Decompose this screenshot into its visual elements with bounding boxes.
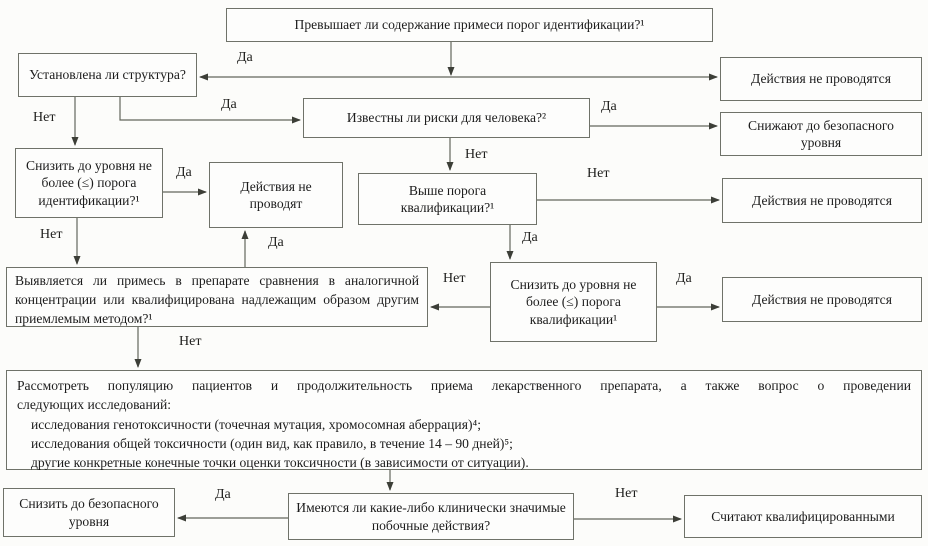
edge-label-no-above-qualification: Нет	[587, 166, 610, 181]
node-reduce-to-safe-level-right: Снижают до безопасного уровня	[720, 112, 922, 156]
node-no-action-mid-right: Действия не проводятся	[722, 178, 922, 223]
studies-item-other-endpoints: другие конкретные конечные точки оценки токсичности (в зависимости от ситуации).	[31, 455, 529, 471]
edge-label-no-clinical-effects: Нет	[615, 486, 638, 501]
edge-label-no-risks: Нет	[465, 147, 488, 162]
edge-label-yes-comparator: Да	[268, 235, 284, 250]
node-reduce-to-safe-level-bottom: Снизить до безопасного уровня	[3, 488, 175, 537]
node-no-action-small: Действия не проводят	[209, 162, 343, 228]
node-impurity-in-comparator: Выявляется ли примесь в препарате сравнения в аналогичной концентрации или квалифицирована надлежащим образом другим приемлемым методом?¹	[6, 267, 428, 327]
studies-intro-line2: следующих исследований:	[17, 397, 172, 413]
node-consider-patient-population	[6, 370, 922, 470]
arrow-structure-yes-to-risks	[120, 97, 300, 120]
node-considered-qualified: Считают квалифицированными	[684, 495, 922, 538]
node-structure-established: Установлена ли структура?	[18, 53, 197, 97]
edge-label-yes-reduce-qualification: Да	[676, 271, 692, 286]
node-reduce-below-identification-threshold: Снизить до уровня не более (≤) порога идентификации?¹	[15, 148, 163, 218]
edge-label-yes-reduce-identification: Да	[176, 165, 192, 180]
edge-label-yes-top-left: Да	[237, 50, 253, 65]
edge-label-no-reduce-qualification: Нет	[443, 271, 466, 286]
node-no-action-top-right: Действия не проводятся	[720, 57, 922, 101]
node-clinical-adverse-effects: Имеются ли какие-либо клинически значимые побочные действия?	[288, 493, 574, 540]
studies-item-general-toxicity: исследования общей токсичности (один вид, как правило, в течение 14 – 90 дней)⁵;	[31, 435, 513, 451]
edge-label-no-structure: Нет	[33, 110, 56, 125]
edge-label-yes-clinical-effects: Да	[215, 487, 231, 502]
node-no-action-lower-right: Действия не проводятся	[722, 277, 922, 322]
node-reduce-below-qualification-threshold: Снизить до уровня не более (≤) порога квалификации¹	[490, 262, 657, 342]
edge-label-no-reduce-identification: Нет	[40, 227, 63, 242]
node-exceeds-identification-threshold: Превышает ли содержание примеси порог идентификации?¹	[226, 8, 713, 42]
node-human-risks-known: Известны ли риски для человека?²	[303, 98, 590, 138]
studies-intro-line1: Рассмотреть популяцию пациентов и продолжительность приема лекарственного препарата, а также вопрос о проведении	[17, 378, 911, 393]
edge-label-no-comparator: Нет	[179, 334, 202, 349]
edge-label-yes-above-qualification: Да	[522, 230, 538, 245]
studies-item-genotoxicity: исследования генотоксичности (точечная мутация, хромосомная аберрация)⁴;	[31, 416, 481, 432]
node-above-qualification-threshold: Выше порога квалификации?¹	[358, 173, 537, 225]
edge-label-yes-risks: Да	[601, 99, 617, 114]
edge-label-yes-structure-to-risks: Да	[221, 97, 237, 112]
